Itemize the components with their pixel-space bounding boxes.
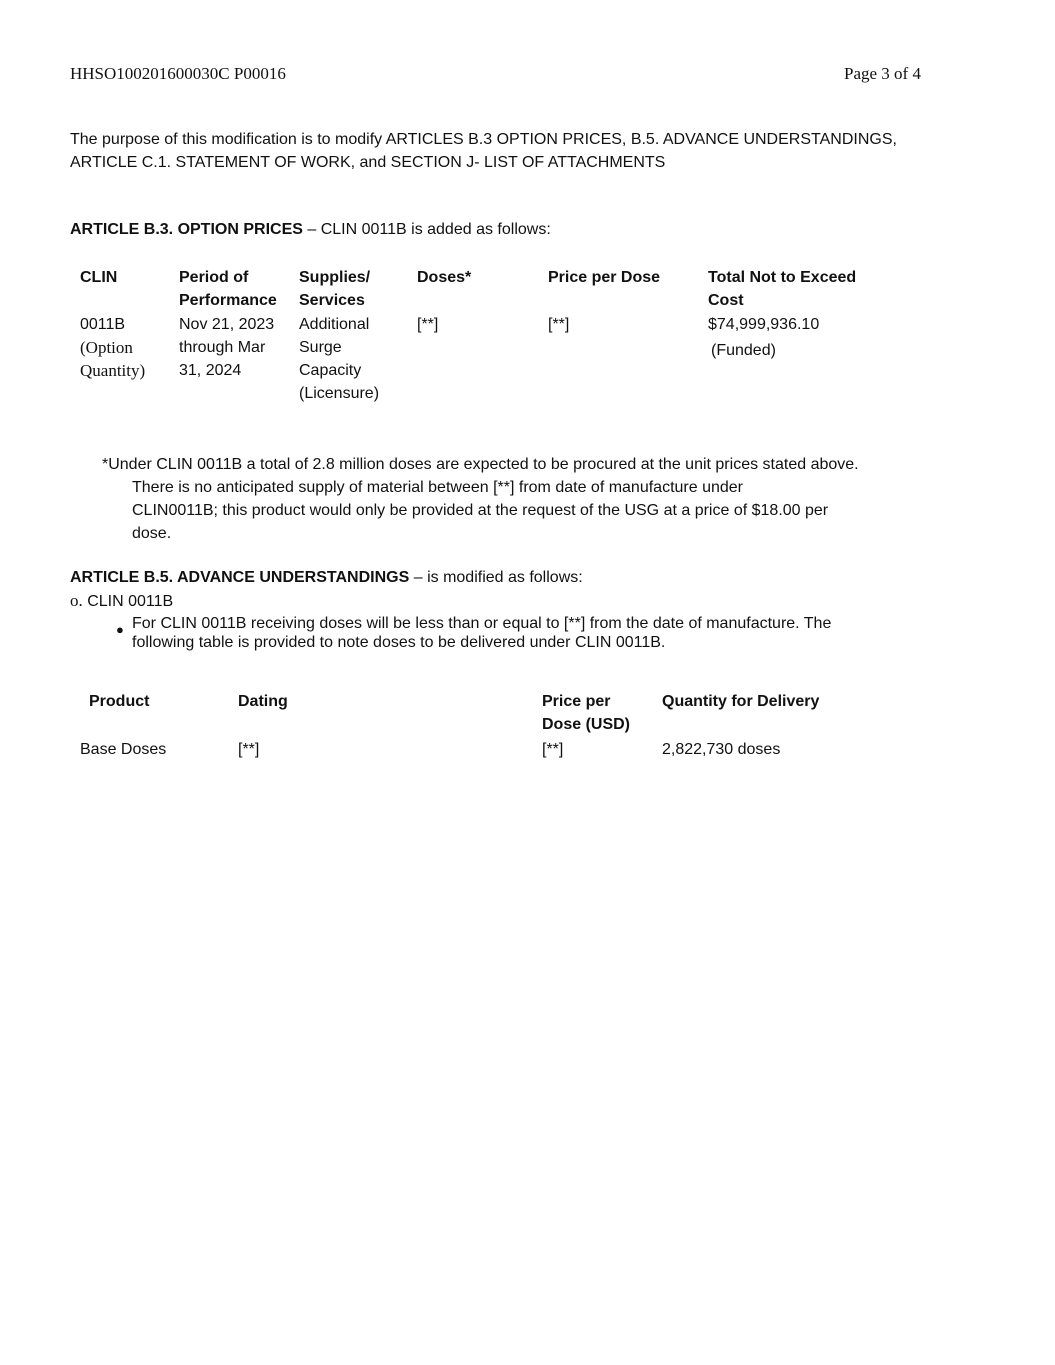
col-header-total: Total Not to Exceed Cost (708, 269, 857, 309)
item-label: CLIN 0011B (82, 593, 174, 610)
bullet-line-2: following table is provided to note doses to be delivered under CLIN 0011B. (132, 634, 666, 651)
article-b3-heading (70, 218, 551, 241)
list-item-clin (70, 589, 173, 613)
cell-price-per-dose: [**] (542, 741, 564, 758)
col-header-price-per-dose: Price per Dose (USD) (542, 693, 631, 733)
col-header-period: Period of Performance (179, 269, 277, 309)
bullet-icon: ● (116, 622, 124, 637)
col-header-price: Price per Dose (548, 269, 661, 286)
article-b3-title: ARTICLE B.3. OPTION PRICES (70, 221, 303, 238)
footnote-line-2: There is no anticipated supply of material between [**] from date of manufacture under (132, 479, 744, 496)
cell-doses: [**] (417, 316, 439, 333)
cell-period: Nov 21, 2023 through Mar 31, 2024 (179, 316, 275, 379)
intro-line-1: The purpose of this modification is to modify ARTICLES B.3 OPTION PRICES, B.5. ADVANCE UNDERSTANDINGS, (70, 131, 897, 148)
article-b5-title-rest: – is modified as follows: (409, 569, 583, 586)
page-number: Page 3 of 4 (844, 64, 921, 83)
col-header-supplies: Supplies/ Services (299, 269, 371, 309)
bullet-line-1: For CLIN 0011B receiving doses will be less than or equal to [**] from the date of manufacture. The (132, 615, 832, 632)
cell-supplies: Additional Surge Capacity (Licensure) (299, 316, 380, 402)
footnote-line-3: CLIN0011B; this product would only be provided at the request of the USG at a price of $18.00 per (132, 502, 829, 519)
footnote-line-1: *Under CLIN 0011B a total of 2.8 million doses are expected to be procured at the unit prices stated above. (102, 456, 859, 473)
intro-line-2: ARTICLE C.1. STATEMENT OF WORK, and SECTION J- LIST OF ATTACHMENTS (70, 154, 666, 171)
cell-total: $74,999,936.10 (Funded) (708, 316, 820, 359)
col-header-clin: CLIN (80, 269, 118, 286)
footnote-line-4: dose. (132, 525, 172, 542)
article-b5-heading (70, 566, 583, 589)
item-marker: o. (70, 591, 83, 610)
col-header-product: Product (89, 693, 150, 710)
col-header-quantity: Quantity for Delivery (662, 693, 820, 710)
cell-clin: 0011B (Option Quantity) (80, 316, 146, 380)
intro-paragraph (70, 128, 897, 174)
cell-quantity: 2,822,730 doses (662, 741, 781, 758)
footnote (102, 453, 859, 545)
article-b3-title-rest: – CLIN 0011B is added as follows: (302, 221, 551, 238)
document-id: HHSO100201600030C P00016 (70, 64, 286, 83)
bullet-text (132, 614, 831, 652)
cell-product: Base Doses (80, 741, 167, 758)
cell-price: [**] (548, 316, 570, 333)
article-b5-title: ARTICLE B.5. ADVANCE UNDERSTANDINGS (70, 569, 410, 586)
col-header-dating: Dating (238, 693, 288, 710)
cell-dating: [**] (238, 741, 260, 758)
col-header-doses: Doses* (417, 269, 472, 286)
